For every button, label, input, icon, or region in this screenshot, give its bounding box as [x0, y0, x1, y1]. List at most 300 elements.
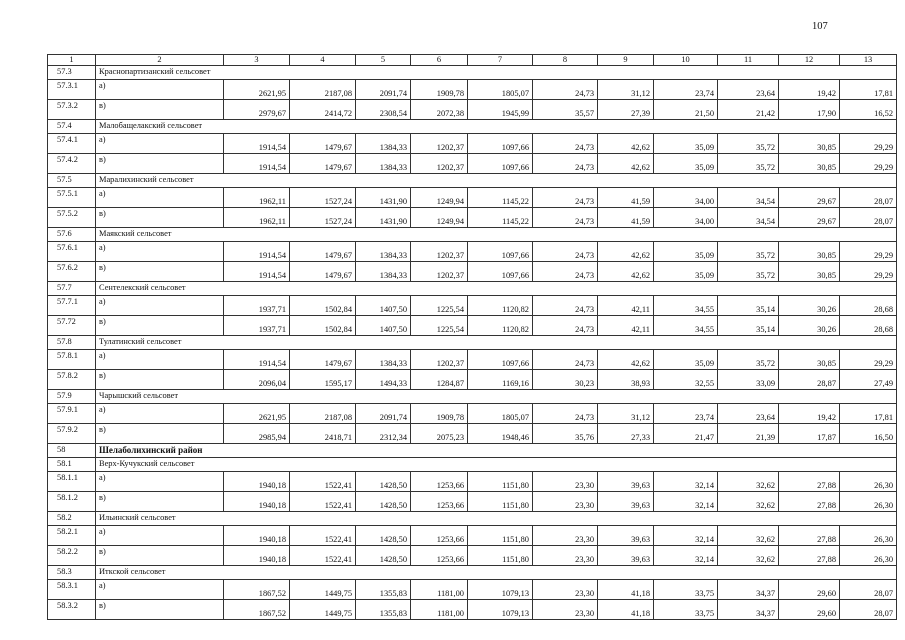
- row-code: 57.3: [48, 66, 96, 80]
- value-cell: 42,11: [598, 296, 654, 316]
- value-cell: 1428,50: [356, 492, 411, 512]
- value-cell: 29,67: [779, 188, 840, 208]
- value-cell: 1479,67: [290, 242, 356, 262]
- column-number: 6: [411, 55, 468, 66]
- value-cell: 2414,72: [290, 100, 356, 120]
- row-code: 57.9.2: [48, 424, 96, 444]
- row-code: 57.4: [48, 120, 96, 134]
- value-cell: 35,09: [654, 262, 718, 282]
- value-cell: 29,29: [840, 242, 897, 262]
- value-cell: 34,00: [654, 208, 718, 228]
- value-cell: 30,85: [779, 134, 840, 154]
- value-cell: 30,23: [533, 370, 598, 390]
- value-cell: 35,72: [718, 242, 779, 262]
- value-cell: 1225,54: [411, 316, 468, 336]
- value-cell: 35,57: [533, 100, 598, 120]
- row-code: 57.6.2: [48, 262, 96, 282]
- value-cell: 1120,82: [468, 296, 533, 316]
- value-cell: 1502,84: [290, 316, 356, 336]
- value-cell: 1494,33: [356, 370, 411, 390]
- column-number: 13: [840, 55, 897, 66]
- value-cell: 2187,08: [290, 80, 356, 100]
- value-cell: 32,62: [718, 492, 779, 512]
- value-cell: 39,63: [598, 546, 654, 566]
- column-number: 7: [468, 55, 533, 66]
- value-cell: 1428,50: [356, 546, 411, 566]
- value-cell: 32,62: [718, 546, 779, 566]
- table-row: [48, 546, 897, 566]
- section-row: [48, 282, 897, 296]
- value-cell: 2621,95: [224, 80, 290, 100]
- row-variant: в): [96, 262, 224, 282]
- row-variant: в): [96, 492, 224, 512]
- value-cell: 23,30: [533, 600, 598, 620]
- value-cell: 1914,54: [224, 262, 290, 282]
- value-cell: 1384,33: [356, 350, 411, 370]
- table-row: [48, 80, 897, 100]
- value-cell: 42,62: [598, 262, 654, 282]
- value-cell: 1449,75: [290, 600, 356, 620]
- value-cell: 1522,41: [290, 546, 356, 566]
- table-row: [48, 134, 897, 154]
- value-cell: 41,18: [598, 600, 654, 620]
- value-cell: 1384,33: [356, 154, 411, 174]
- table-row: [48, 316, 897, 336]
- row-code: 57.3.2: [48, 100, 96, 120]
- value-cell: 33,75: [654, 580, 718, 600]
- row-code: 57.9.1: [48, 404, 96, 424]
- value-cell: 24,73: [533, 350, 598, 370]
- value-cell: 2072,38: [411, 100, 468, 120]
- value-cell: 21,50: [654, 100, 718, 120]
- value-cell: 1202,37: [411, 154, 468, 174]
- value-cell: 27,88: [779, 492, 840, 512]
- value-cell: 34,55: [654, 296, 718, 316]
- value-cell: 35,72: [718, 154, 779, 174]
- value-cell: 1527,24: [290, 208, 356, 228]
- value-cell: 1225,54: [411, 296, 468, 316]
- value-cell: 2091,74: [356, 80, 411, 100]
- value-cell: 35,14: [718, 296, 779, 316]
- value-cell: 1249,94: [411, 208, 468, 228]
- row-variant: а): [96, 296, 224, 316]
- table-row: [48, 526, 897, 546]
- value-cell: 1428,50: [356, 472, 411, 492]
- row-code: 57.4.2: [48, 154, 96, 174]
- value-cell: 41,18: [598, 580, 654, 600]
- row-variant: в): [96, 546, 224, 566]
- value-cell: 1909,78: [411, 80, 468, 100]
- value-cell: 1097,66: [468, 350, 533, 370]
- row-code: 57.8.2: [48, 370, 96, 390]
- value-cell: 1169,16: [468, 370, 533, 390]
- value-cell: 23,30: [533, 472, 598, 492]
- value-cell: 28,07: [840, 208, 897, 228]
- value-cell: 29,60: [779, 600, 840, 620]
- row-variant: в): [96, 600, 224, 620]
- column-number: 2: [96, 55, 224, 66]
- table-row: [48, 600, 897, 620]
- row-variant: в): [96, 370, 224, 390]
- value-cell: 42,11: [598, 316, 654, 336]
- value-cell: 2091,74: [356, 404, 411, 424]
- row-code: 57.5: [48, 174, 96, 188]
- value-cell: 24,73: [533, 208, 598, 228]
- column-number: 8: [533, 55, 598, 66]
- value-cell: 1479,67: [290, 350, 356, 370]
- value-cell: 32,62: [718, 526, 779, 546]
- section-row: [48, 174, 897, 188]
- value-cell: 2312,34: [356, 424, 411, 444]
- value-cell: 30,85: [779, 350, 840, 370]
- table-row: [48, 188, 897, 208]
- value-cell: 23,30: [533, 546, 598, 566]
- value-cell: 1914,54: [224, 134, 290, 154]
- value-cell: 1151,80: [468, 492, 533, 512]
- row-variant: в): [96, 208, 224, 228]
- value-cell: 1431,90: [356, 208, 411, 228]
- value-cell: 1384,33: [356, 242, 411, 262]
- value-cell: 1145,22: [468, 188, 533, 208]
- value-cell: 1962,11: [224, 188, 290, 208]
- value-cell: 1940,18: [224, 526, 290, 546]
- value-cell: 42,62: [598, 154, 654, 174]
- value-cell: 1909,78: [411, 404, 468, 424]
- value-cell: 35,14: [718, 316, 779, 336]
- value-cell: 34,00: [654, 188, 718, 208]
- row-code: 57.6: [48, 228, 96, 242]
- value-cell: 27,49: [840, 370, 897, 390]
- value-cell: 34,54: [718, 208, 779, 228]
- value-cell: 27,88: [779, 526, 840, 546]
- value-cell: 29,29: [840, 134, 897, 154]
- value-cell: 1384,33: [356, 262, 411, 282]
- section-row: [48, 228, 897, 242]
- row-code: 58.3.1: [48, 580, 96, 600]
- value-cell: 1181,00: [411, 580, 468, 600]
- value-cell: 41,59: [598, 188, 654, 208]
- value-cell: 27,33: [598, 424, 654, 444]
- value-cell: 2075,23: [411, 424, 468, 444]
- value-cell: 17,90: [779, 100, 840, 120]
- value-cell: 21,42: [718, 100, 779, 120]
- row-variant: а): [96, 134, 224, 154]
- table-row: [48, 580, 897, 600]
- value-cell: 1097,66: [468, 262, 533, 282]
- value-cell: 1202,37: [411, 262, 468, 282]
- section-row: [48, 390, 897, 404]
- value-cell: 1527,24: [290, 188, 356, 208]
- value-cell: 23,30: [533, 526, 598, 546]
- column-number: 3: [224, 55, 290, 66]
- value-cell: 1940,18: [224, 492, 290, 512]
- value-cell: 1449,75: [290, 580, 356, 600]
- value-cell: 35,72: [718, 262, 779, 282]
- row-code: 57.9: [48, 390, 96, 404]
- table-row: [48, 208, 897, 228]
- value-cell: 29,60: [779, 580, 840, 600]
- value-cell: 1151,80: [468, 472, 533, 492]
- column-number: 5: [356, 55, 411, 66]
- value-cell: 1479,67: [290, 134, 356, 154]
- value-cell: 1522,41: [290, 526, 356, 546]
- value-cell: 26,30: [840, 546, 897, 566]
- value-cell: 1097,66: [468, 134, 533, 154]
- value-cell: 1479,67: [290, 262, 356, 282]
- value-cell: 1937,71: [224, 296, 290, 316]
- value-cell: 30,85: [779, 262, 840, 282]
- value-cell: 30,26: [779, 316, 840, 336]
- value-cell: 17,81: [840, 80, 897, 100]
- table-row: [48, 242, 897, 262]
- value-cell: 2985,94: [224, 424, 290, 444]
- value-cell: 32,14: [654, 546, 718, 566]
- value-cell: 1948,46: [468, 424, 533, 444]
- value-cell: 34,37: [718, 600, 779, 620]
- value-cell: 32,14: [654, 526, 718, 546]
- row-variant: а): [96, 242, 224, 262]
- row-code: 58: [48, 444, 96, 458]
- value-cell: 1181,00: [411, 600, 468, 620]
- value-cell: 1407,50: [356, 296, 411, 316]
- value-cell: 24,73: [533, 80, 598, 100]
- value-cell: 1151,80: [468, 546, 533, 566]
- table-row: [48, 350, 897, 370]
- value-cell: 1249,94: [411, 188, 468, 208]
- value-cell: 35,09: [654, 154, 718, 174]
- row-variant: а): [96, 580, 224, 600]
- value-cell: 1914,54: [224, 242, 290, 262]
- value-cell: 31,12: [598, 404, 654, 424]
- value-cell: 42,62: [598, 350, 654, 370]
- row-code: 57.7.1: [48, 296, 96, 316]
- row-code: 57.5.2: [48, 208, 96, 228]
- value-cell: 17,81: [840, 404, 897, 424]
- value-cell: 2621,95: [224, 404, 290, 424]
- table-row: [48, 492, 897, 512]
- column-number: 9: [598, 55, 654, 66]
- table-body: [48, 66, 897, 620]
- value-cell: 39,63: [598, 472, 654, 492]
- value-cell: 23,64: [718, 404, 779, 424]
- value-cell: 1202,37: [411, 350, 468, 370]
- column-number: 1: [48, 55, 96, 66]
- council-name: Сентелекский сельсовет: [96, 282, 897, 296]
- row-code: 58.3.2: [48, 600, 96, 620]
- column-number: 10: [654, 55, 718, 66]
- value-cell: 21,39: [718, 424, 779, 444]
- value-cell: 35,76: [533, 424, 598, 444]
- value-cell: 1805,07: [468, 404, 533, 424]
- value-cell: 23,74: [654, 404, 718, 424]
- value-cell: 24,73: [533, 134, 598, 154]
- table-row: [48, 100, 897, 120]
- council-name: Тулатинский сельсовет: [96, 336, 897, 350]
- value-cell: 1079,13: [468, 600, 533, 620]
- value-cell: 21,47: [654, 424, 718, 444]
- row-code: 58.2.1: [48, 526, 96, 546]
- tariff-table: [47, 54, 897, 620]
- value-cell: 24,73: [533, 154, 598, 174]
- value-cell: 30,85: [779, 242, 840, 262]
- value-cell: 1202,37: [411, 134, 468, 154]
- value-cell: 2418,71: [290, 424, 356, 444]
- row-variant: а): [96, 188, 224, 208]
- value-cell: 1479,67: [290, 154, 356, 174]
- row-variant: а): [96, 404, 224, 424]
- value-cell: 1120,82: [468, 316, 533, 336]
- row-code: 57.6.1: [48, 242, 96, 262]
- value-cell: 41,59: [598, 208, 654, 228]
- value-cell: 32,14: [654, 492, 718, 512]
- row-code: 58.2.2: [48, 546, 96, 566]
- value-cell: 24,73: [533, 404, 598, 424]
- value-cell: 26,30: [840, 492, 897, 512]
- section-row: [48, 336, 897, 350]
- value-cell: 29,29: [840, 154, 897, 174]
- table-row: [48, 154, 897, 174]
- row-code: 58.3: [48, 566, 96, 580]
- value-cell: 19,42: [779, 404, 840, 424]
- value-cell: 1945,99: [468, 100, 533, 120]
- row-variant: а): [96, 80, 224, 100]
- value-cell: 1253,66: [411, 546, 468, 566]
- value-cell: 35,72: [718, 350, 779, 370]
- row-variant: а): [96, 526, 224, 546]
- value-cell: 42,62: [598, 134, 654, 154]
- column-number: 4: [290, 55, 356, 66]
- value-cell: 1284,87: [411, 370, 468, 390]
- value-cell: 31,12: [598, 80, 654, 100]
- value-cell: 2096,04: [224, 370, 290, 390]
- value-cell: 33,75: [654, 600, 718, 620]
- value-cell: 2308,54: [356, 100, 411, 120]
- row-variant: в): [96, 424, 224, 444]
- value-cell: 1151,80: [468, 526, 533, 546]
- value-cell: 32,55: [654, 370, 718, 390]
- row-code: 57.4.1: [48, 134, 96, 154]
- column-number: 12: [779, 55, 840, 66]
- value-cell: 1097,66: [468, 154, 533, 174]
- value-cell: 26,30: [840, 526, 897, 546]
- value-cell: 1805,07: [468, 80, 533, 100]
- value-cell: 35,09: [654, 350, 718, 370]
- section-row: [48, 66, 897, 80]
- value-cell: 23,74: [654, 80, 718, 100]
- row-code: 57.8.1: [48, 350, 96, 370]
- value-cell: 1407,50: [356, 316, 411, 336]
- section-row: [48, 458, 897, 472]
- value-cell: 24,73: [533, 262, 598, 282]
- value-cell: 23,30: [533, 492, 598, 512]
- value-cell: 28,07: [840, 580, 897, 600]
- section-row: [48, 120, 897, 134]
- value-cell: 1431,90: [356, 188, 411, 208]
- value-cell: 34,37: [718, 580, 779, 600]
- value-cell: 1595,17: [290, 370, 356, 390]
- value-cell: 38,93: [598, 370, 654, 390]
- value-cell: 1914,54: [224, 154, 290, 174]
- value-cell: 35,72: [718, 134, 779, 154]
- value-cell: 16,50: [840, 424, 897, 444]
- value-cell: 1079,13: [468, 580, 533, 600]
- value-cell: 30,26: [779, 296, 840, 316]
- council-name: Малобащелакский сельсовет: [96, 120, 897, 134]
- table-row: [48, 262, 897, 282]
- column-number-row: [48, 55, 897, 66]
- table-row: [48, 370, 897, 390]
- value-cell: 29,29: [840, 262, 897, 282]
- value-cell: 1253,66: [411, 526, 468, 546]
- row-code: 57.8: [48, 336, 96, 350]
- value-cell: 1522,41: [290, 472, 356, 492]
- value-cell: 1355,83: [356, 580, 411, 600]
- value-cell: 34,55: [654, 316, 718, 336]
- value-cell: 24,73: [533, 316, 598, 336]
- value-cell: 29,29: [840, 350, 897, 370]
- value-cell: 28,07: [840, 600, 897, 620]
- section-row: [48, 512, 897, 526]
- value-cell: 1940,18: [224, 472, 290, 492]
- row-code: 57.5.1: [48, 188, 96, 208]
- value-cell: 28,68: [840, 316, 897, 336]
- page-number: 107: [812, 21, 828, 32]
- value-cell: 24,73: [533, 296, 598, 316]
- row-code: 58.1.1: [48, 472, 96, 492]
- row-variant: а): [96, 350, 224, 370]
- value-cell: 33,09: [718, 370, 779, 390]
- value-cell: 1937,71: [224, 316, 290, 336]
- section-row: [48, 566, 897, 580]
- value-cell: 39,63: [598, 492, 654, 512]
- value-cell: 1867,52: [224, 580, 290, 600]
- value-cell: 29,67: [779, 208, 840, 228]
- row-code: 58.1.2: [48, 492, 96, 512]
- table-row: [48, 472, 897, 492]
- value-cell: 35,09: [654, 134, 718, 154]
- table-header: [48, 55, 897, 66]
- district-name: Шелаболихинский район: [96, 444, 897, 458]
- value-cell: 1253,66: [411, 492, 468, 512]
- table-row: [48, 296, 897, 316]
- council-name: Верх-Кучукский сельсовет: [96, 458, 897, 472]
- value-cell: 32,62: [718, 472, 779, 492]
- value-cell: 16,52: [840, 100, 897, 120]
- row-code: 57.7: [48, 282, 96, 296]
- value-cell: 23,30: [533, 580, 598, 600]
- value-cell: 1097,66: [468, 242, 533, 262]
- value-cell: 30,85: [779, 154, 840, 174]
- value-cell: 35,09: [654, 242, 718, 262]
- value-cell: 27,88: [779, 546, 840, 566]
- value-cell: 19,42: [779, 80, 840, 100]
- value-cell: 1962,11: [224, 208, 290, 228]
- value-cell: 27,88: [779, 472, 840, 492]
- council-name: Краснопартизанский сельсовет: [96, 66, 897, 80]
- council-name: Маралихинский сельсовет: [96, 174, 897, 188]
- council-name: Ильинский сельсовет: [96, 512, 897, 526]
- value-cell: 24,73: [533, 188, 598, 208]
- table-row: [48, 424, 897, 444]
- value-cell: 28,07: [840, 188, 897, 208]
- value-cell: 1253,66: [411, 472, 468, 492]
- row-variant: в): [96, 100, 224, 120]
- value-cell: 1145,22: [468, 208, 533, 228]
- table-row: [48, 404, 897, 424]
- value-cell: 23,64: [718, 80, 779, 100]
- row-code: 58.1: [48, 458, 96, 472]
- value-cell: 28,68: [840, 296, 897, 316]
